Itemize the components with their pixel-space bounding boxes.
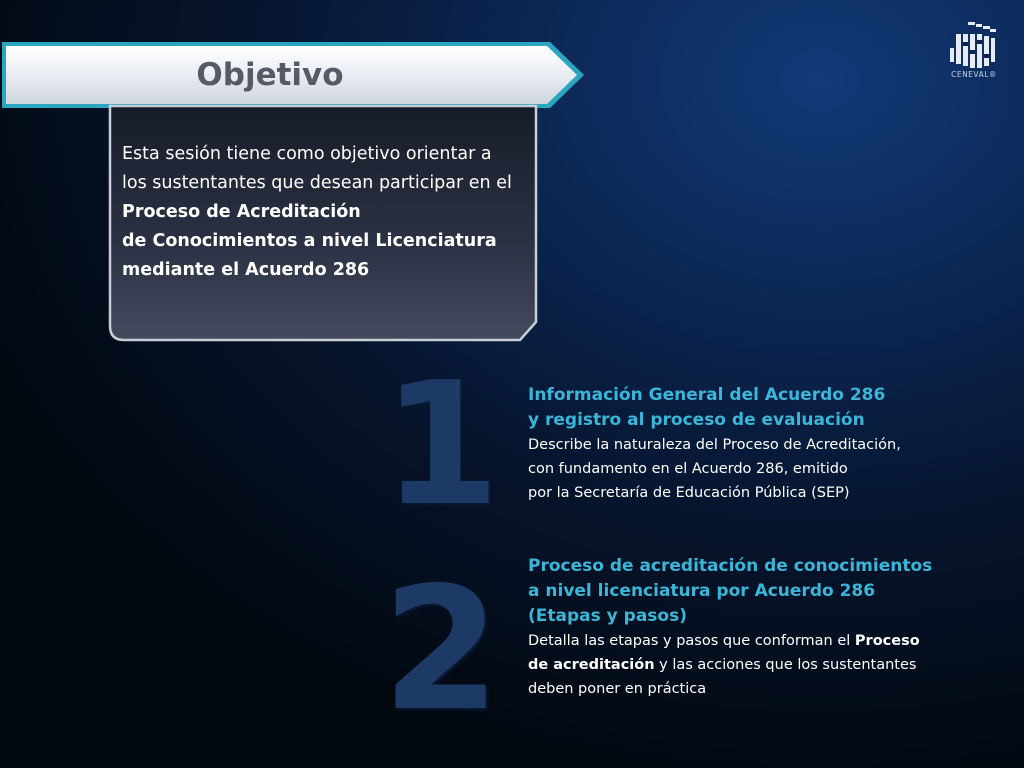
objective-panel <box>108 104 538 342</box>
section-desc-line <box>528 653 1008 677</box>
section-2-description <box>528 629 1008 701</box>
desc-text: Detalla las etapas y pasos que conforman el <box>528 633 855 649</box>
objective-line: los sustentantes que desean participar en el <box>122 173 512 193</box>
objective-line-bold: Proceso de Acreditación <box>122 202 361 222</box>
section-desc-line: por la Secretaría de Educación Pública (SEP) <box>528 485 850 501</box>
section-1-description <box>528 433 1008 505</box>
section-1 <box>528 383 1008 505</box>
section-2-title <box>528 554 1008 629</box>
objective-line: Esta sesión tiene como objetivo orientar a <box>122 144 492 164</box>
section-desc-line: Describe la naturaleza del Proceso de Acreditación, <box>528 437 901 453</box>
section-2 <box>528 554 1008 701</box>
section-title-line: Información General del Acuerdo 286 <box>528 385 886 405</box>
objective-line-bold: mediante el Acuerdo 286 <box>122 260 370 280</box>
desc-bold-text: de acreditación <box>528 657 655 673</box>
section-title-line: y registro al proceso de evaluación <box>528 410 865 430</box>
section-number-1: 1 <box>382 346 501 544</box>
section-desc-line: deben poner en práctica <box>528 681 707 697</box>
section-desc-line <box>528 629 1008 653</box>
section-number-2: 2 <box>382 551 501 749</box>
section-1-title <box>528 383 1008 433</box>
objective-text <box>122 140 532 285</box>
section-title-line: (Etapas y pasos) <box>528 606 687 626</box>
page-title: Objetivo <box>196 57 344 93</box>
objective-line-bold: de Conocimientos a nivel Licenciatura <box>122 231 497 251</box>
desc-bold-text: Proceso <box>854 633 920 649</box>
logo-text: CENEVAL® <box>951 70 997 79</box>
title-banner <box>0 38 590 112</box>
section-title-line: Proceso de acreditación de conocimientos <box>528 556 933 576</box>
section-title-line: a nivel licenciatura por Acuerdo 286 <box>528 581 876 601</box>
desc-text: y las acciones que los sustentantes <box>654 657 917 673</box>
section-desc-line: con fundamento en el Acuerdo 286, emitido <box>528 461 848 477</box>
